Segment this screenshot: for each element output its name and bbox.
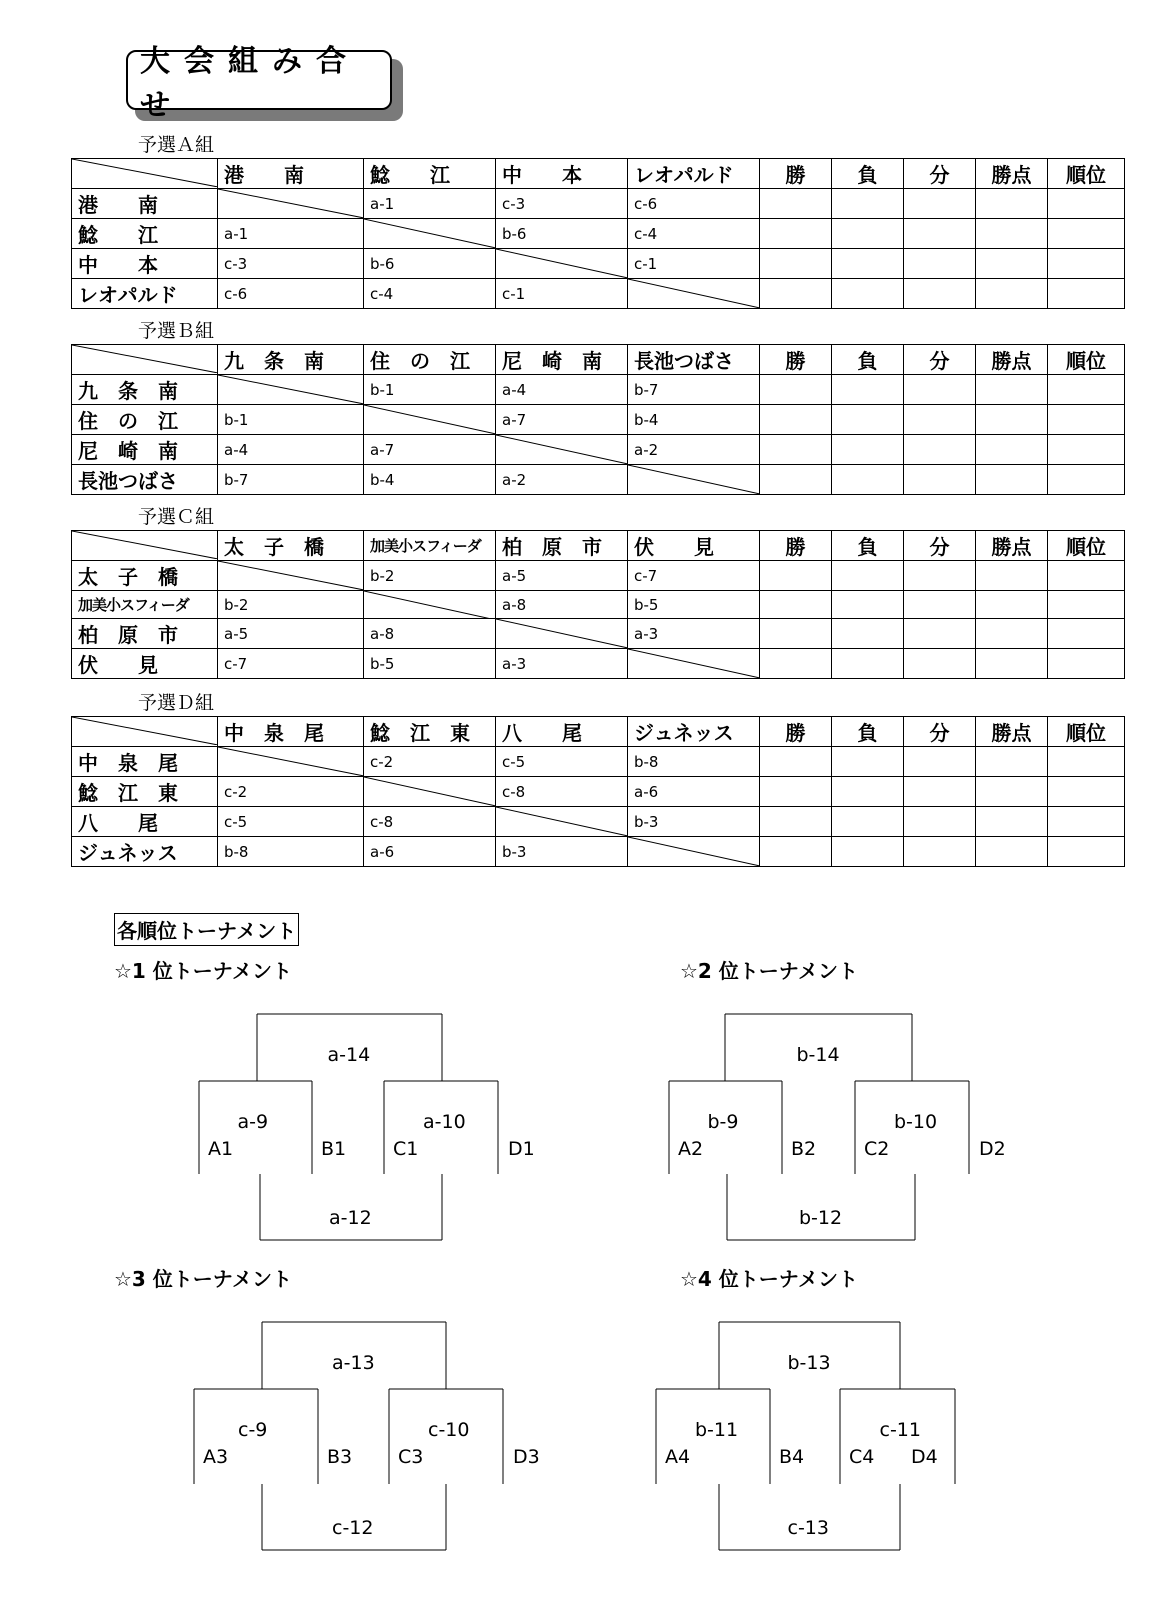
- team-header: 住 の 江: [364, 345, 496, 375]
- match-cell: c-7: [628, 561, 760, 591]
- match-cell: b-7: [628, 375, 760, 405]
- match-cell: b-6: [496, 219, 628, 249]
- match-cell: b-5: [628, 591, 760, 619]
- team-row-label: 太 子 橋: [72, 561, 218, 591]
- seed-label: D3: [513, 1446, 540, 1468]
- seed-label: A4: [665, 1446, 691, 1468]
- third-match-label: b-12: [799, 1207, 843, 1229]
- match-cell: c-4: [628, 219, 760, 249]
- team-row-label: 九 条 南: [72, 375, 218, 405]
- match-cell: a-7: [364, 435, 496, 465]
- match-cell: a-5: [218, 619, 364, 649]
- match-cell: b-2: [364, 561, 496, 591]
- semi-left-match-label: a-9: [237, 1111, 269, 1133]
- tournament-title: ☆4 位トーナメント: [680, 1267, 859, 1291]
- team-header: 中 本: [496, 159, 628, 189]
- semi-right-match-label: a-10: [423, 1111, 466, 1133]
- match-cell: c-1: [496, 279, 628, 309]
- tournament-title: ☆2 位トーナメント: [680, 959, 859, 983]
- semi-right-match-label: c-10: [428, 1419, 470, 1441]
- seed-label: B3: [327, 1446, 353, 1468]
- seed-label: A3: [203, 1446, 229, 1468]
- match-cell: a-8: [364, 619, 496, 649]
- stat-header: 勝点: [976, 717, 1048, 747]
- match-cell: b-5: [364, 649, 496, 679]
- team-row-label: 中 泉 尾: [72, 747, 218, 777]
- team-header: 太 子 橋: [218, 531, 364, 561]
- seed-label: B4: [779, 1446, 805, 1468]
- match-cell: b-1: [218, 405, 364, 435]
- seed-label: A1: [208, 1138, 234, 1160]
- group-label: 予選Ｄ組: [138, 692, 215, 714]
- stat-header: 分: [904, 531, 976, 561]
- semi-right-match-label: c-11: [879, 1419, 921, 1441]
- match-cell: b-3: [628, 807, 760, 837]
- match-cell: c-8: [364, 807, 496, 837]
- match-cell: c-2: [364, 747, 496, 777]
- third-match-label: c-13: [787, 1517, 829, 1539]
- team-header: ジュネッス: [628, 717, 760, 747]
- match-cell: c-2: [218, 777, 364, 807]
- team-header: 中 泉 尾: [218, 717, 364, 747]
- match-cell: a-1: [364, 189, 496, 219]
- match-cell: b-7: [218, 465, 364, 495]
- match-cell: c-4: [364, 279, 496, 309]
- team-header: 加美小スフィーダ: [364, 531, 496, 561]
- team-header: 尼 崎 南: [496, 345, 628, 375]
- team-header: 伏 見: [628, 531, 760, 561]
- stat-header: 分: [904, 717, 976, 747]
- team-header: レオパルド: [628, 159, 760, 189]
- seed-label: C4: [849, 1446, 875, 1468]
- semi-left-match-label: b-9: [707, 1111, 739, 1133]
- group-label: 予選Ｂ組: [138, 320, 215, 342]
- final-match-label: a-13: [332, 1352, 375, 1374]
- stat-header: 勝: [760, 531, 832, 561]
- stat-header: 順位: [1048, 717, 1125, 747]
- match-cell: c-3: [496, 189, 628, 219]
- match-cell: a-2: [628, 435, 760, 465]
- match-cell: c-6: [218, 279, 364, 309]
- stat-header: 負: [832, 159, 904, 189]
- tournament-heading: 各順位トーナメント: [114, 913, 299, 946]
- seed-label: A2: [678, 1138, 704, 1160]
- seed-label: B1: [321, 1138, 347, 1160]
- stat-header: 順位: [1048, 159, 1125, 189]
- page-title: 大会組み合せ: [126, 50, 392, 110]
- match-cell: a-6: [628, 777, 760, 807]
- stat-header: 負: [832, 717, 904, 747]
- team-row-label: 住 の 江: [72, 405, 218, 435]
- team-header: 八 尾: [496, 717, 628, 747]
- team-row-label: 鯰 江: [72, 219, 218, 249]
- team-header: 鯰 江: [364, 159, 496, 189]
- match-cell: b-8: [218, 837, 364, 867]
- match-cell: c-7: [218, 649, 364, 679]
- team-row-label: 長池つばさ: [72, 465, 218, 495]
- final-match-label: b-13: [787, 1352, 831, 1374]
- match-cell: a-3: [628, 619, 760, 649]
- stat-header: 負: [832, 345, 904, 375]
- seed-label: C2: [864, 1138, 890, 1160]
- match-cell: a-5: [496, 561, 628, 591]
- final-match-label: b-14: [796, 1044, 840, 1066]
- match-cell: c-5: [496, 747, 628, 777]
- match-cell: c-8: [496, 777, 628, 807]
- match-cell: a-2: [496, 465, 628, 495]
- semi-left-match-label: b-11: [695, 1419, 739, 1441]
- team-header: 港 南: [218, 159, 364, 189]
- group-label: 予選Ａ組: [138, 134, 215, 156]
- stat-header: 順位: [1048, 345, 1125, 375]
- team-row-label: 八 尾: [72, 807, 218, 837]
- team-row-label: 中 本: [72, 249, 218, 279]
- team-header: 柏 原 市: [496, 531, 628, 561]
- seed-label: D1: [508, 1138, 535, 1160]
- stat-header: 順位: [1048, 531, 1125, 561]
- match-cell: c-5: [218, 807, 364, 837]
- stat-header: 勝: [760, 717, 832, 747]
- team-row-label: 伏 見: [72, 649, 218, 679]
- semi-right-match-label: b-10: [894, 1111, 938, 1133]
- final-match-label: a-14: [327, 1044, 371, 1066]
- team-header: 鯰 江 東: [364, 717, 496, 747]
- team-row-label: 加美小スフィーダ: [72, 591, 218, 619]
- seed-label: D2: [979, 1138, 1006, 1160]
- match-cell: a-3: [496, 649, 628, 679]
- match-cell: a-6: [364, 837, 496, 867]
- team-row-label: 港 南: [72, 189, 218, 219]
- seed-label: C1: [393, 1138, 419, 1160]
- match-cell: a-7: [496, 405, 628, 435]
- match-cell: c-3: [218, 249, 364, 279]
- match-cell: b-4: [364, 465, 496, 495]
- stat-header: 勝点: [976, 531, 1048, 561]
- stat-header: 分: [904, 345, 976, 375]
- team-header: 長池つばさ: [628, 345, 760, 375]
- match-cell: a-4: [496, 375, 628, 405]
- stat-header: 分: [904, 159, 976, 189]
- match-cell: b-2: [218, 591, 364, 619]
- seed-label: B2: [791, 1138, 817, 1160]
- seed-label: D4: [911, 1446, 938, 1468]
- team-row-label: 鯰 江 東: [72, 777, 218, 807]
- group-label: 予選Ｃ組: [138, 506, 215, 528]
- match-cell: a-8: [496, 591, 628, 619]
- stat-header: 勝: [760, 159, 832, 189]
- match-cell: c-1: [628, 249, 760, 279]
- match-cell: c-6: [628, 189, 760, 219]
- team-row-label: 柏 原 市: [72, 619, 218, 649]
- match-cell: b-8: [628, 747, 760, 777]
- stat-header: 勝点: [976, 345, 1048, 375]
- semi-left-match-label: c-9: [238, 1419, 268, 1441]
- match-cell: a-4: [218, 435, 364, 465]
- team-row-label: 尼 崎 南: [72, 435, 218, 465]
- stat-header: 負: [832, 531, 904, 561]
- third-match-label: a-12: [329, 1207, 372, 1229]
- tournament-title: ☆3 位トーナメント: [114, 1267, 293, 1291]
- third-match-label: c-12: [332, 1517, 374, 1539]
- seed-label: C3: [398, 1446, 424, 1468]
- match-cell: b-4: [628, 405, 760, 435]
- stat-header: 勝: [760, 345, 832, 375]
- match-cell: b-6: [364, 249, 496, 279]
- stat-header: 勝点: [976, 159, 1048, 189]
- team-row-label: レオパルド: [72, 279, 218, 309]
- match-cell: a-1: [218, 219, 364, 249]
- tournament-title: ☆1 位トーナメント: [114, 959, 293, 983]
- match-cell: b-3: [496, 837, 628, 867]
- match-cell: b-1: [364, 375, 496, 405]
- team-header: 九 条 南: [218, 345, 364, 375]
- team-row-label: ジュネッス: [72, 837, 218, 867]
